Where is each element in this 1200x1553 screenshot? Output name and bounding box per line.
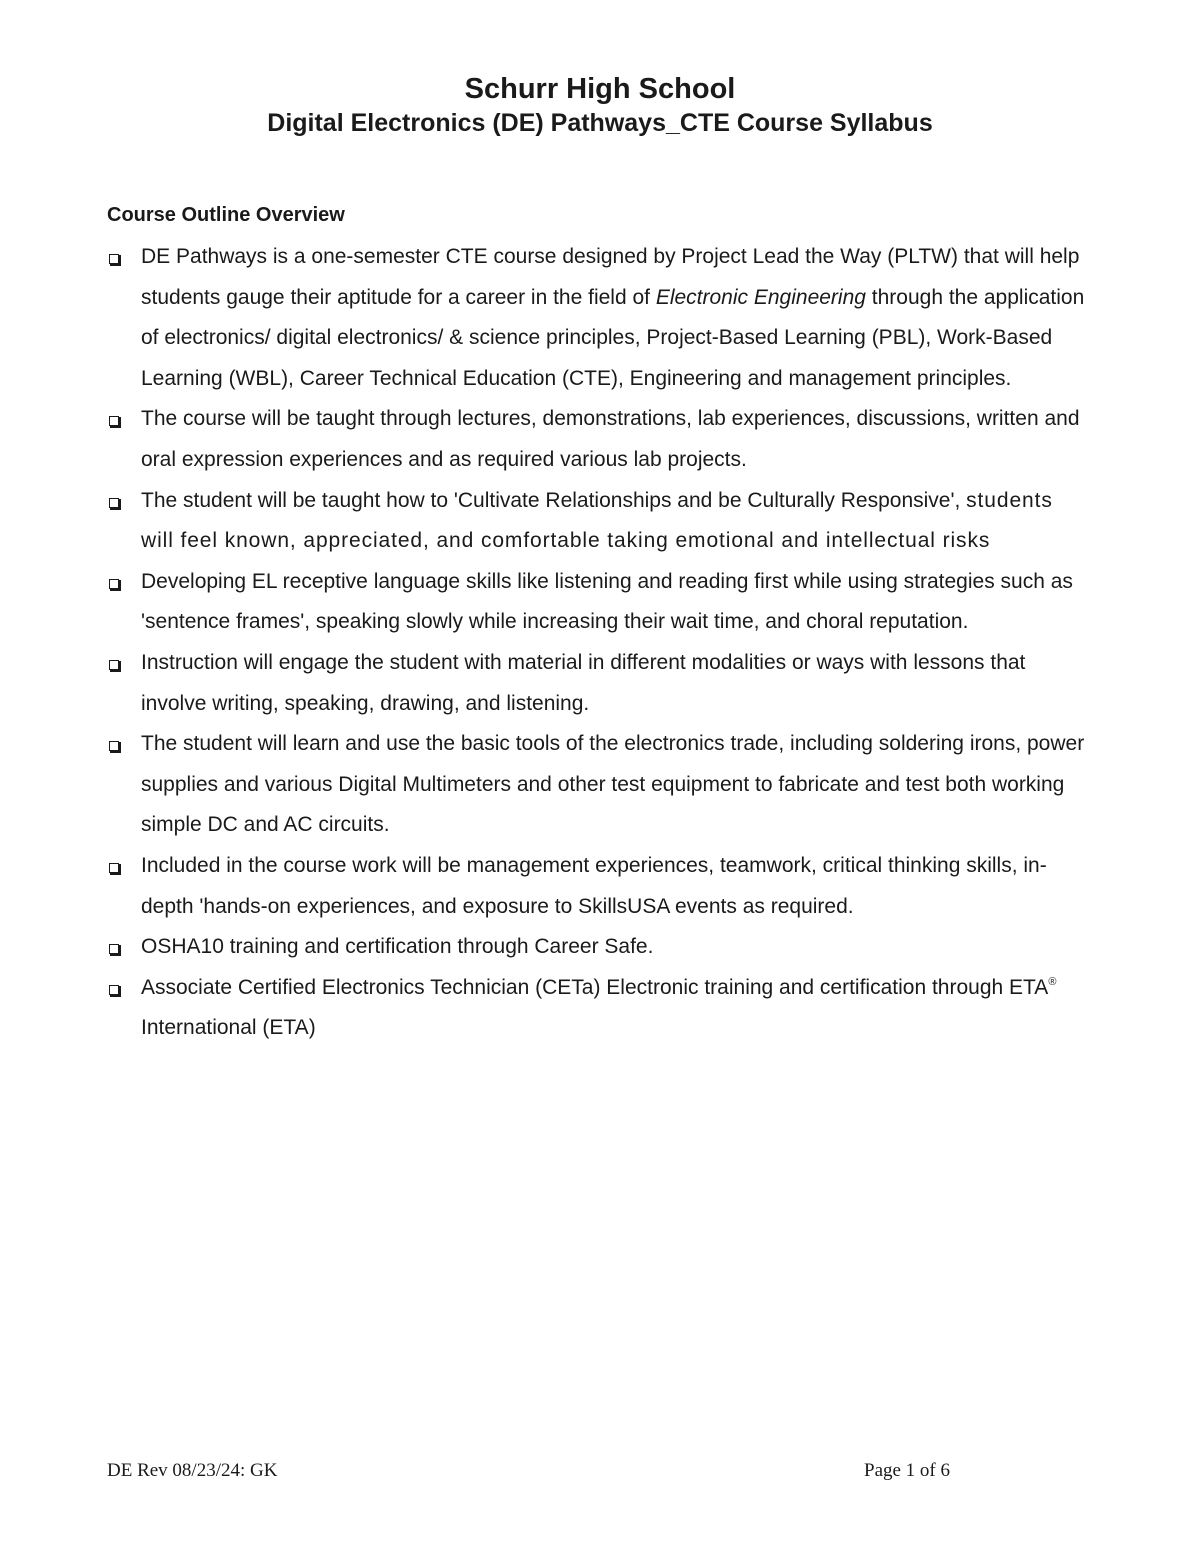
list-item xyxy=(141,643,1091,724)
square-bullet-icon xyxy=(109,944,119,954)
revision-note: DE Rev 08/23/24: GK xyxy=(107,1460,278,1481)
list-item-text: OSHA10 training and certification through Career Safe. xyxy=(141,935,654,959)
list-item-text: students will feel known, appreciated, and comfortable taking emotional and intellectual risks xyxy=(141,488,1053,553)
list-item xyxy=(141,724,1091,846)
section-heading: Course Outline Overview xyxy=(107,204,345,226)
list-item-text: The student will be taught how to 'Cultivate Relationships and be Culturally Responsive', xyxy=(141,488,961,512)
square-bullet-icon xyxy=(109,579,119,589)
list-item xyxy=(141,399,1091,480)
list-item-text: The student will learn and use the basic tools of the electronics trade, including soldering irons, power supplies and various Digital Multimeters and other test equipment to fabricate and test both working simple DC and AC circuits. xyxy=(141,732,1085,837)
list-item xyxy=(141,237,1091,399)
list-item xyxy=(141,562,1091,643)
list-item xyxy=(141,968,1091,1049)
list-item-text: International (ETA) xyxy=(141,1016,316,1040)
square-bullet-icon xyxy=(109,660,119,670)
list-item-text: Included in the course work will be management experiences, teamwork, critical thinking skills, in-depth 'hands-on experiences, and exposure to SkillsUSA events as required. xyxy=(141,853,1047,918)
square-bullet-icon xyxy=(109,254,119,264)
school-name: Schurr High School xyxy=(464,73,736,105)
list-item-text: through the application of electronics/ digital electronics/ & science principles, Project-Based Learning (PBL), Work-Based Learning (WBL), Career Technical Education (CTE), Engineering and management principles. xyxy=(141,285,1085,390)
document-header xyxy=(0,70,1200,138)
square-bullet-icon xyxy=(109,985,119,995)
square-bullet-icon xyxy=(109,498,119,508)
registered-mark: ® xyxy=(1048,975,1057,988)
list-item xyxy=(141,481,1091,562)
list-item xyxy=(141,846,1091,927)
square-bullet-icon xyxy=(109,863,119,873)
list-item-emphasis: Electronic Engineering xyxy=(655,285,866,309)
page-number: Page 1 of 6 xyxy=(864,1460,951,1481)
list-item-text: The course will be taught through lectures, demonstrations, lab experiences, discussions, written and oral expression experiences and as required various lab projects. xyxy=(141,407,1080,471)
course-title: Digital Electronics (DE) Pathways_CTE Course Syllabus xyxy=(267,109,933,137)
list-item xyxy=(141,927,1091,968)
square-bullet-icon xyxy=(109,416,119,426)
list-item-text: Instruction will engage the student with material in different modalities or ways with lessons that involve writing, speaking, drawing, and listening. xyxy=(141,650,1026,715)
list-item-text: Associate Certified Electronics Technician (CETa) Electronic training and certification through ETA xyxy=(141,975,1049,999)
list-item-text: DE Pathways is a one-semester CTE course designed by Project Lead the Way (PLTW) that will help students gauge their aptitude for a career in the field of xyxy=(141,245,1080,309)
course-outline-list xyxy=(0,237,1200,1049)
list-item-text: Developing EL receptive language skills like listening and reading first while using strategies such as 'sentence frames', speaking slowly while increasing their wait time, and choral reputation. xyxy=(141,569,1073,634)
square-bullet-icon xyxy=(109,741,119,751)
